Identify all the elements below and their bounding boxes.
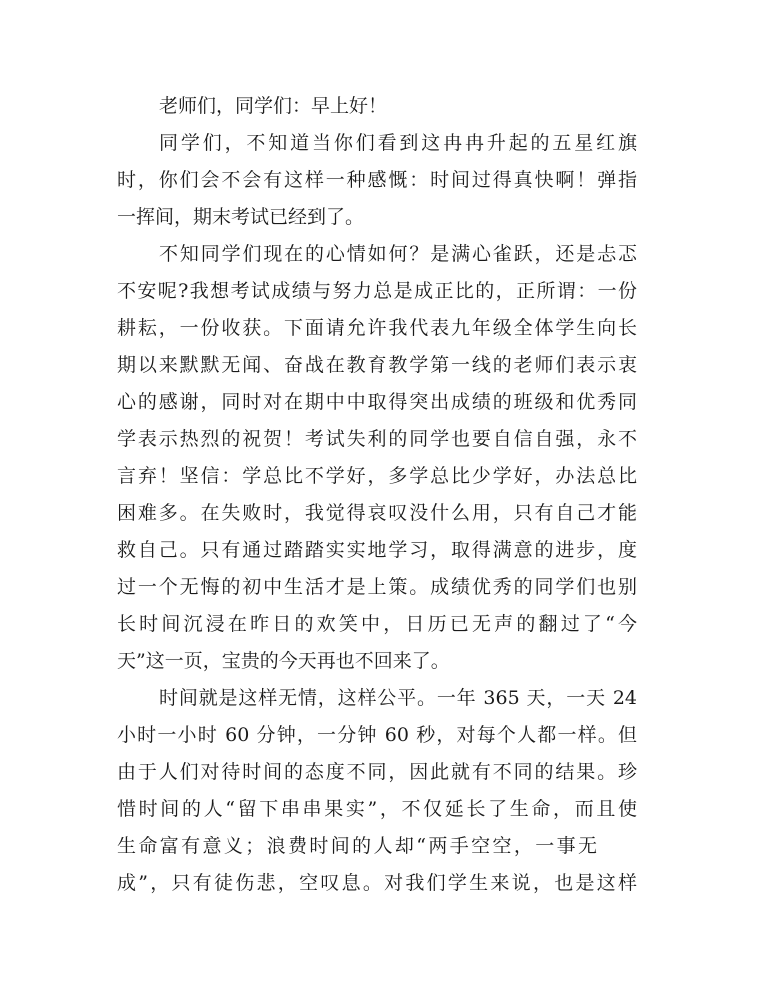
paragraph-3-line-6: 成”，只有徒伤悲，空叹息。对我们学生来说，也是这样 (117, 872, 637, 894)
paragraph-3-line-5: 生命富有意义；浪费时间的人却“两手空空，一事无 (117, 835, 597, 857)
paragraph-3-line-3: 由于人们对待时间的态度不同，因此就有不同的结果。珍 (117, 761, 637, 783)
greeting-line: 老师们，同学们：早上好！ (159, 95, 388, 117)
paragraph-1-line-2: 时，你们会不会有这样一种感慨：时间过得真快啊！弹指 (117, 169, 637, 191)
paragraph-2-line-1: 不知同学们现在的心情如何？是满心雀跃，还是忐忑 (159, 243, 637, 265)
paragraph-2-line-4: 期以来默默无闻、奋战在教育教学第一线的老师们表示衷 (117, 354, 637, 376)
paragraph-3-line-2: 小时一小时 60 分钟，一分钟 60 秒，对每个人都一样。但 (117, 724, 637, 746)
paragraph-2-line-12: 天”这一页，宝贵的今天再也不回来了。 (117, 650, 450, 672)
paragraph-2-line-5: 心的感谢，同时对在期中中取得突出成绩的班级和优秀同 (117, 391, 637, 413)
paragraph-2-line-8: 困难多。在失败时，我觉得哀叹没什么用，只有自己才能 (117, 502, 637, 524)
paragraph-1-line-3: 一挥间，期末考试已经到了。 (117, 206, 365, 228)
paragraph-2-line-6: 学表示热烈的祝贺！考试失利的同学也要自信自强，永不 (117, 428, 637, 450)
paragraph-3-line-1: 时间就是这样无情，这样公平。一年 365 天，一天 24 (159, 687, 637, 709)
paragraph-2-line-11: 长时间沉浸在昨日的欢笑中，日历已无声的翻过了“今 (117, 613, 637, 635)
paragraph-2-line-10: 过一个无悔的初中生活才是上策。成绩优秀的同学们也别 (117, 576, 637, 598)
paragraph-2-line-9: 救自己。只有通过踏踏实实地学习，取得满意的进步，度 (117, 539, 637, 561)
paragraph-1-line-1: 同学们，不知道当你们看到这冉冉升起的五星红旗 (159, 132, 637, 154)
paragraph-2-line-3: 耕耘，一份收获。下面请允许我代表九年级全体学生向长 (117, 317, 637, 339)
paragraph-2-line-2: 不安呢?我想考试成绩与努力总是成正比的，正所谓：一份 (117, 280, 637, 302)
paragraph-3-line-4: 惜时间的人“留下串串果实”，不仅延长了生命，而且使 (117, 798, 637, 820)
paragraph-2-line-7: 言弃！坚信：学总比不学好，多学总比少学好，办法总比 (117, 465, 637, 487)
